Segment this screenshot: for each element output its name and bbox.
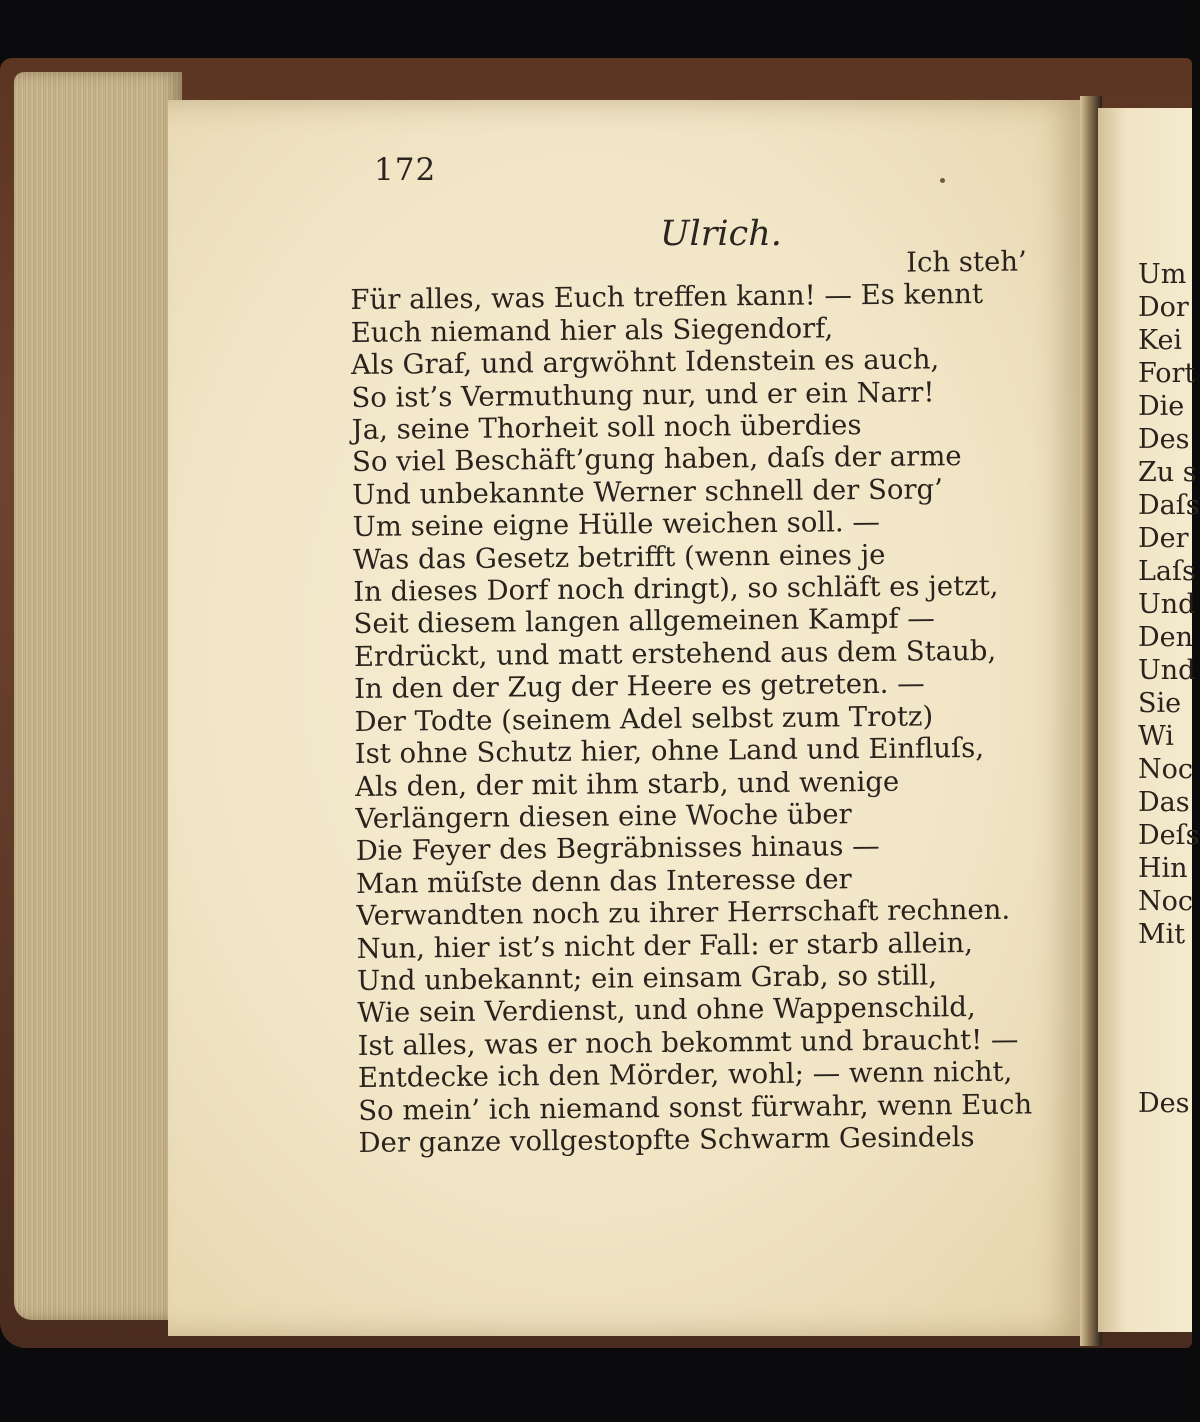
verse-line: Und unbekannt; ein einsam Grab, so still, — [356, 959, 938, 997]
verse-line: So mein’ ich niemand sonst fürwahr, wenn Euch — [358, 1088, 1033, 1127]
verse-line: Was das Gesetz betrifft (wenn eines je — [352, 538, 886, 576]
facing-line: Kei — [1138, 325, 1183, 356]
facing-line: Den — [1138, 622, 1194, 653]
facing-line: Die — [1138, 391, 1185, 422]
facing-line: Daſs — [1138, 490, 1200, 521]
page-edges — [14, 72, 182, 1320]
page-number: 172 — [374, 152, 437, 188]
verse-text — [350, 245, 1069, 1159]
verse-line: Der Todte (seinem Adel selbst zum Trotz) — [354, 700, 934, 738]
facing-line: Fort — [1138, 358, 1196, 389]
facing-line: Um — [1138, 259, 1187, 290]
facing-line: Mit — [1138, 919, 1186, 950]
facing-line: Deſs — [1138, 820, 1200, 851]
facing-line: Des — [1138, 424, 1190, 455]
verse-line: Als Graf, und argwöhnt Idenstein es auch, — [350, 343, 940, 382]
verse-line: Euch niemand hier als Siegendorf, — [350, 312, 834, 349]
verse-line: Erdrückt, und matt erstehend aus dem Staub, — [353, 634, 997, 673]
paper-speck — [940, 178, 945, 183]
facing-line: Zu s — [1138, 457, 1197, 488]
facing-line: Dor — [1138, 292, 1189, 323]
verse-line: Verlängern diesen eine Woche über — [355, 798, 852, 835]
verse-line: Ja, seine Thorheit soll noch überdies — [351, 409, 862, 447]
verse-line: In dieses Dorf noch dringt), so schläft es jetzt, — [353, 569, 999, 609]
speaker-heading: Ulrich. — [660, 214, 782, 254]
verse-line: So viel Beschäft’gung haben, daſs der arme — [351, 440, 962, 479]
verse-line: Und unbekannte Werner schnell der Sorg’ — [352, 473, 944, 511]
facing-page-bottom-line: Des — [1138, 1088, 1190, 1119]
facing-line: Hin — [1138, 853, 1188, 884]
verse-line: Verwandten noch zu ihrer Herrschaft rechnen. — [356, 893, 1011, 933]
verse-line: Seit diesem langen allgemeinen Kampf — — [353, 602, 936, 641]
verse-line: Man müſste denn das Interesse der — [355, 862, 852, 900]
facing-line: Laſs — [1138, 556, 1196, 587]
verse-line: Als den, der mit ihm starb, und wenige — [354, 765, 900, 803]
verse-line: So ist’s Vermuthung nur, und er ein Narr! — [351, 376, 935, 414]
verse-line: Ist alles, was er noch bekommt und braucht! — — [357, 1023, 1019, 1062]
verse-line: In den der Zug der Heere es getreten. — — [354, 667, 925, 706]
facing-line: Der — [1138, 523, 1189, 554]
verse-line: Ist ohne Schutz hier, ohne Land und Einfluſs, — [354, 732, 985, 771]
verse-line: Entdecke ich den Mörder, wohl; — wenn nicht, — [357, 1055, 1013, 1095]
verse-line: Wie sein Verdienst, und ohne Wappenschild, — [357, 991, 976, 1030]
facing-line: Sie — [1138, 688, 1182, 719]
verse-line: Um seine eigne Hülle weichen soll. — — [352, 506, 881, 544]
verse-line: Für alles, was Euch treffen kann! — Es kennt — [350, 278, 984, 317]
facing-line: Das — [1138, 787, 1190, 818]
verse-line: Der ganze vollgestopfte Schwarm Gesindels — [358, 1121, 975, 1159]
right-page — [1098, 108, 1200, 1332]
facing-line: Noc — [1138, 886, 1194, 917]
verse-line: Ich steh’ — [905, 245, 1027, 279]
facing-line: Wi — [1138, 721, 1174, 752]
facing-line: Noc — [1138, 754, 1194, 785]
verse-line: Nun, hier ist’s nicht der Fall: er starb allein, — [356, 926, 974, 965]
facing-line: Und — [1138, 655, 1196, 686]
facing-line: Und — [1138, 589, 1196, 620]
facing-page-lines — [1138, 258, 1200, 951]
verse-line: Die Feyer des Begräbnisses hinaus — — [355, 830, 880, 868]
